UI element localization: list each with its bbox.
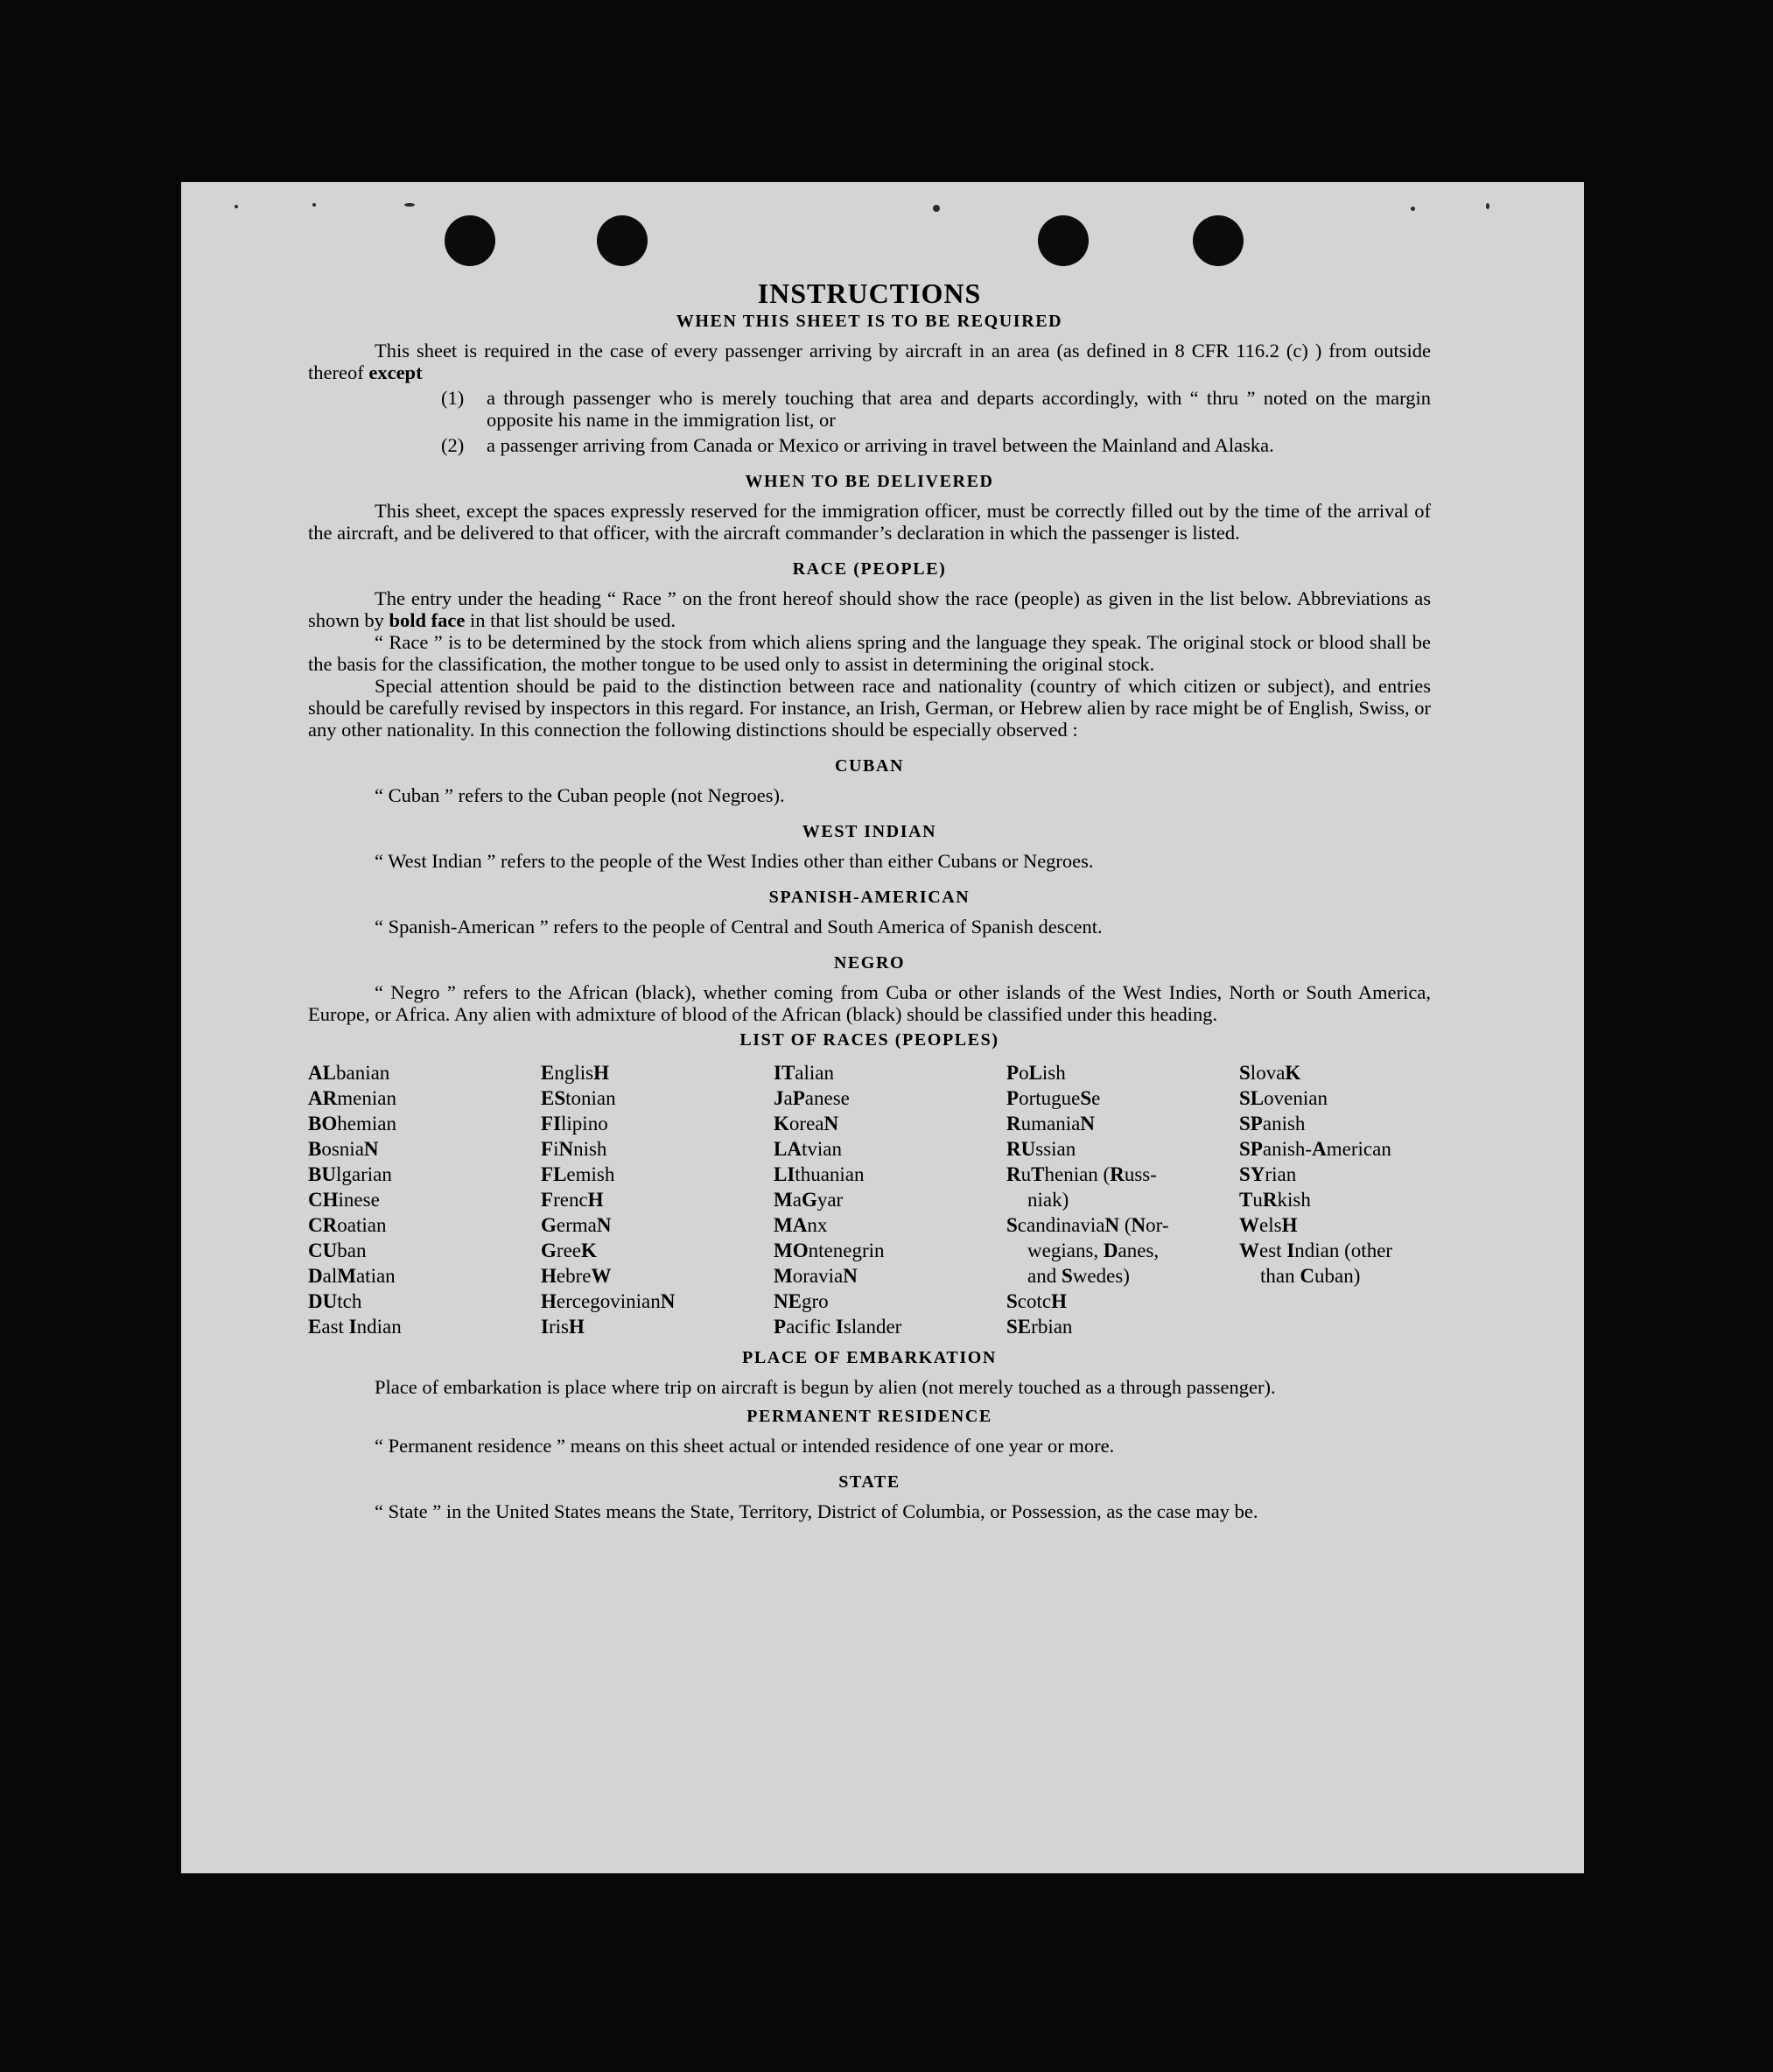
- dust-speck: [404, 203, 415, 207]
- required-intro-text: This sheet is required in the case of every passenger arriving by aircraft in an area (as defined in 8 CFR 116.2 (c) ) from outside thereof: [308, 340, 1431, 383]
- race-entry: PoLish: [1006, 1062, 1066, 1084]
- exception-item-2-text: a passenger arriving from Canada or Mexico or arriving in travel between the Mainland and Alaska.: [487, 434, 1274, 456]
- race-entry: East Indian: [308, 1316, 402, 1338]
- heading-place-of-embarkation: PLACE OF EMBARKATION: [742, 1348, 997, 1367]
- heading-when-delivered: WHEN TO BE DELIVERED: [745, 472, 994, 491]
- heading-permanent-residence: PERMANENT RESIDENCE: [746, 1407, 992, 1426]
- races-column-2: [541, 1060, 774, 1339]
- spanish-american-text: “ Spanish-American ” refers to the people of Central and South America of Spanish descent.: [375, 916, 1103, 938]
- heading-state: STATE: [838, 1472, 901, 1492]
- race-entry: EStonian: [541, 1087, 616, 1109]
- heading-list-of-races: LIST OF RACES (PEOPLES): [739, 1030, 999, 1050]
- race-entry: CRoatian: [308, 1214, 387, 1236]
- punch-hole-1: [445, 215, 495, 266]
- race-entry: FiNnish: [541, 1138, 607, 1160]
- race-paragraph-1: [308, 587, 1431, 631]
- race-entry: MAnx: [774, 1214, 828, 1236]
- exception-item-1-number: (1): [441, 387, 465, 409]
- races-column-4: [1006, 1060, 1239, 1339]
- exception-item-1-text: a through passenger who is merely touching that area and departs accordingly, with “ thru ” noted on the margin opposite his name in the immigration list, or: [487, 387, 1431, 431]
- dust-speck: [235, 205, 238, 208]
- race-entry: ARmenian: [308, 1087, 396, 1109]
- race-entry: WelsH: [1239, 1214, 1298, 1236]
- race-entry: Pacific Islander: [774, 1316, 902, 1338]
- race-entry: and Swedes): [1027, 1265, 1130, 1287]
- race-entry: niak): [1027, 1189, 1069, 1211]
- race-entry: DUtch: [308, 1290, 362, 1312]
- punch-hole-3: [1038, 215, 1089, 266]
- race-entry: BosniaN: [308, 1138, 379, 1160]
- instructions-body: [308, 277, 1431, 1522]
- race-entry: MaGyar: [774, 1189, 844, 1211]
- race-entry: SYrian: [1239, 1163, 1297, 1185]
- race-entry: CHinese: [308, 1189, 380, 1211]
- heading-west-indian: WEST INDIAN: [802, 822, 937, 841]
- heading-cuban: CUBAN: [834, 756, 905, 776]
- race-entry: SErbian: [1006, 1316, 1073, 1338]
- punch-hole-2: [597, 215, 648, 266]
- race-entry: ALbanian: [308, 1062, 390, 1084]
- race-entry: FLemish: [541, 1163, 615, 1185]
- races-column-1: [308, 1060, 541, 1339]
- race-entry: ITalian: [774, 1062, 835, 1084]
- race-entry: EnglisH: [541, 1062, 609, 1084]
- race-entry: PortugueSe: [1006, 1087, 1101, 1109]
- page-title: INSTRUCTIONS: [757, 277, 982, 309]
- heading-spanish-american: SPANISH-AMERICAN: [768, 888, 971, 907]
- race-entry: SLovenian: [1239, 1087, 1328, 1109]
- race-entry: ScotcH: [1006, 1290, 1068, 1312]
- race-entry: West Indian (other: [1239, 1240, 1393, 1261]
- race-p1-b: in that list should be used.: [470, 609, 676, 631]
- embarkation-text: Place of embarkation is place where trip on aircraft is begun by alien (not merely touched as a through passenger).: [375, 1376, 1276, 1398]
- race-entry: GermaN: [541, 1214, 612, 1236]
- race-entry: SlovaK: [1239, 1062, 1301, 1084]
- race-paragraph-3: Special attention should be paid to the distinction between race and nationality (country of which citizen or subject), and entries should be carefully revised by inspectors in this regard. For instance, an Irish, German, or Hebrew alien by race might be of English, Swiss, or any other nationality. In this connection the following distinctions should be especially observed :: [308, 675, 1431, 741]
- race-entry: CUban: [308, 1240, 367, 1261]
- exception-item-2-number: (2): [441, 434, 465, 456]
- exception-item-2: [441, 434, 1431, 456]
- race-entry: SPanish: [1239, 1113, 1306, 1134]
- race-entry: TuRkish: [1239, 1189, 1311, 1211]
- race-entry: RUssian: [1006, 1138, 1076, 1160]
- race-entry: FrencH: [541, 1189, 604, 1211]
- dust-speck: [1411, 207, 1415, 211]
- dust-speck: [312, 203, 316, 207]
- negro-text: “ Negro ” refers to the African (black), whether coming from Cuba or other islands of the West Indies, North or South America, Europe, or Africa. Any alien with admixture of blood of the African (black) should be classified under this heading.: [308, 981, 1431, 1025]
- race-entry: RuThenian (Russ-: [1006, 1163, 1157, 1185]
- race-entry: LAtvian: [774, 1138, 842, 1160]
- races-list: [308, 1060, 1431, 1339]
- race-entry: than Cuban): [1260, 1265, 1361, 1287]
- race-entry: IrisH: [541, 1316, 585, 1338]
- race-entry: HebreW: [541, 1265, 612, 1287]
- race-entry: ScandinaviaN (Nor-: [1006, 1214, 1169, 1236]
- race-entry: MOntenegrin: [774, 1240, 885, 1261]
- residence-text: “ Permanent residence ” means on this sheet actual or intended residence of one year or more.: [375, 1435, 1115, 1457]
- race-entry: JaPanese: [774, 1087, 850, 1109]
- required-intro: [308, 340, 1431, 383]
- race-entry: LIthuanian: [774, 1163, 865, 1185]
- punch-hole-4: [1193, 215, 1244, 266]
- west-indian-text: “ West Indian ” refers to the people of the West Indies other than either Cubans or Negroes.: [375, 850, 1094, 872]
- race-entry: HercegovinianN: [541, 1290, 676, 1312]
- race-entry: KoreaN: [774, 1113, 839, 1134]
- heading-when-required: WHEN THIS SHEET IS TO BE REQUIRED: [676, 312, 1063, 331]
- race-entry: SPanish-American: [1239, 1138, 1391, 1160]
- required-intro-except: except: [368, 362, 423, 383]
- race-entry: GreeK: [541, 1240, 597, 1261]
- race-p1-bold: bold face: [389, 609, 466, 631]
- dust-speck: [933, 205, 940, 212]
- race-entry: NEgro: [774, 1290, 829, 1312]
- delivered-text: This sheet, except the spaces expressly reserved for the immigration officer, must be correctly filled out by the time of the arrival of the aircraft, and be delivered to that officer, with the aircraft commander’s declaration in which the passenger is listed.: [308, 500, 1431, 544]
- race-entry: DalMatian: [308, 1265, 396, 1287]
- race-entry: RumaniaN: [1006, 1113, 1095, 1134]
- race-entry: BUlgarian: [308, 1163, 392, 1185]
- race-p1-a: The entry under the heading “ Race ” on the front hereof should show the race (people) as given in the list below. Abbreviations as shown by: [308, 587, 1431, 631]
- races-column-3: [774, 1060, 1006, 1339]
- races-column-5: [1239, 1060, 1431, 1339]
- race-entry: MoraviaN: [774, 1265, 858, 1287]
- race-entry: FIlipino: [541, 1113, 608, 1134]
- heading-negro: NEGRO: [833, 953, 906, 973]
- exception-item-1: [441, 387, 1431, 431]
- dust-speck: [1486, 203, 1489, 209]
- cuban-text: “ Cuban ” refers to the Cuban people (not Negroes).: [375, 784, 785, 806]
- race-entry: BOhemian: [308, 1113, 396, 1134]
- heading-race: RACE (PEOPLE): [792, 559, 947, 579]
- state-text: “ State ” in the United States means the State, Territory, District of Columbia, or Possession, as the case may be.: [375, 1500, 1258, 1522]
- race-entry: wegians, Danes,: [1027, 1240, 1160, 1261]
- race-paragraph-2: “ Race ” is to be determined by the stock from which aliens spring and the language they speak. The original stock or blood shall be the basis for the classification, the mother tongue to be used only to assist in determining the original stock.: [308, 631, 1431, 675]
